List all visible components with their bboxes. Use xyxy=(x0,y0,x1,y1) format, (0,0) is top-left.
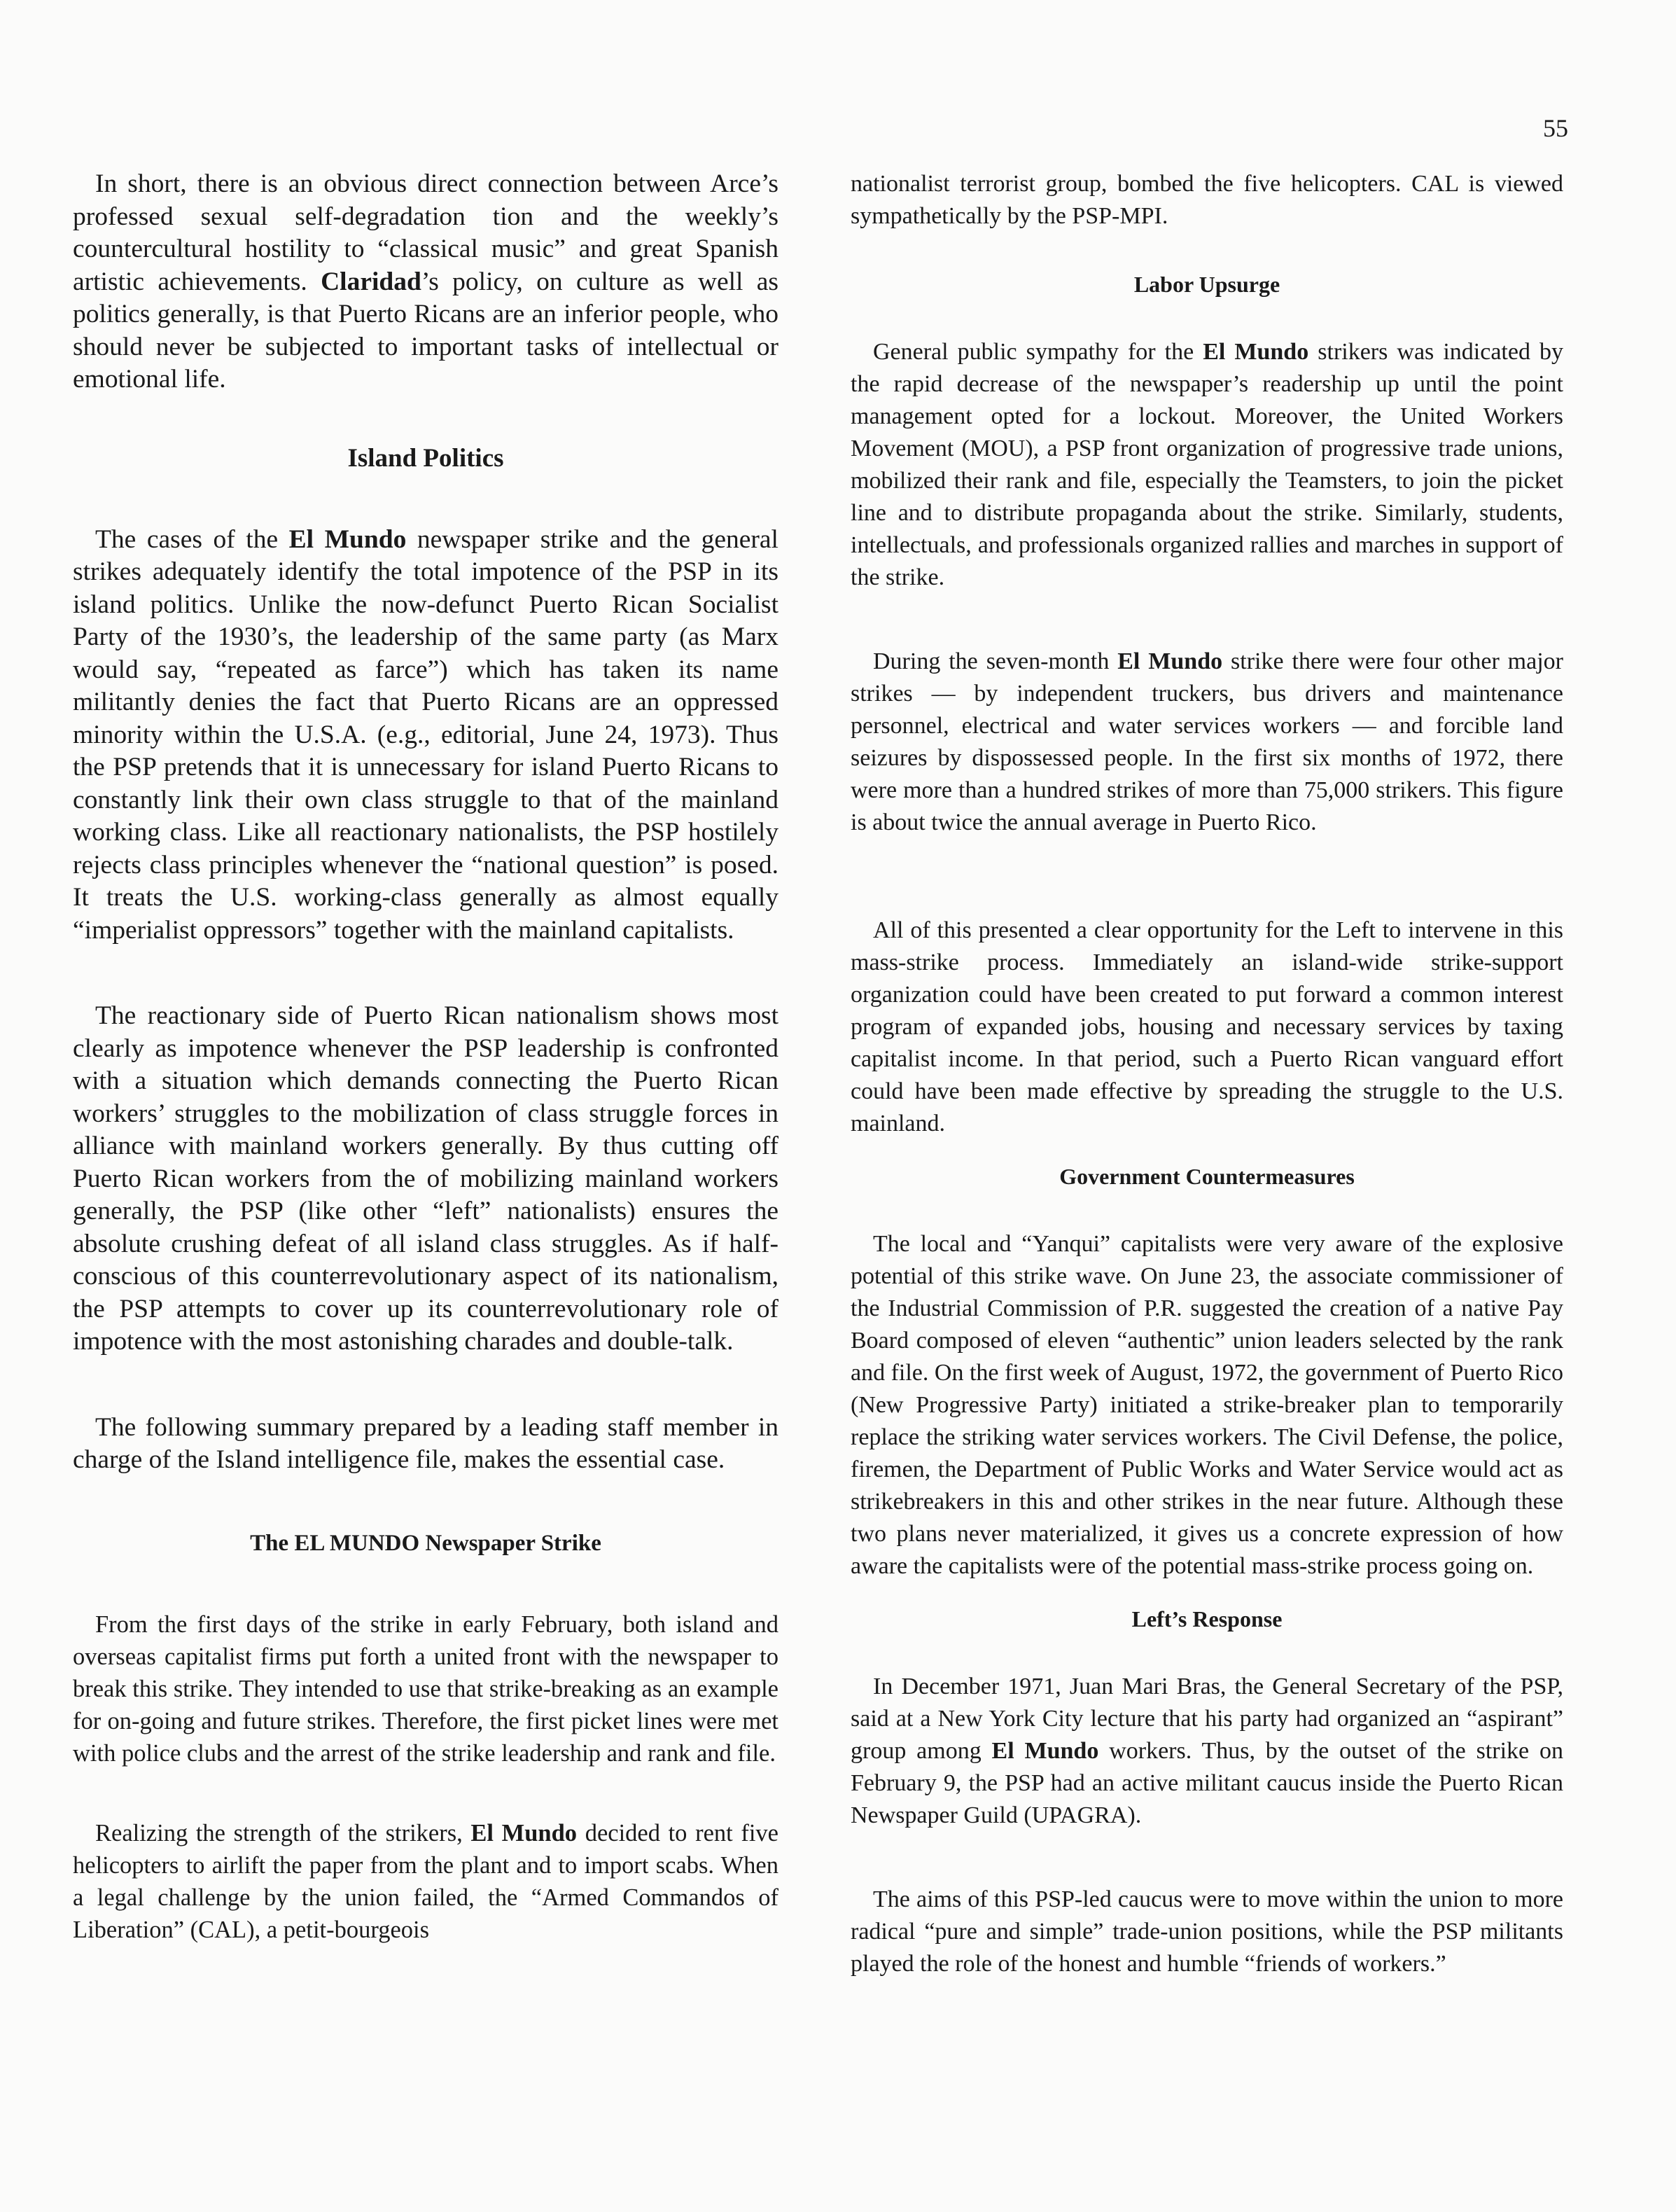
paragraph-text: General public sympathy for the xyxy=(873,339,1203,365)
publication-name: El Mundo xyxy=(1117,648,1223,674)
publication-name: El Mundo xyxy=(470,1819,578,1846)
publication-name: El Mundo xyxy=(288,524,407,554)
paragraph-text: strikers was indicated by the rapid decrease of the newspaper’s readership up until the point management opted for a lockout. Moreover, the United Workers Movement (MOU), a PSP front organization of progressive trade unions, mobilized their rank and file, especially the Teamsters, to join the picket line and to distribute propaganda about the strike. Similarly, students, intellectuals, and professionals organized rallies and marches in support of the strike. xyxy=(851,339,1563,590)
page-number: 55 xyxy=(1543,114,1568,142)
paragraph-helicopters xyxy=(73,1817,778,1946)
publication-name: Claridad xyxy=(321,267,421,296)
paragraph-text: strike there were four other major strikes — by independent truckers, bus drivers and maintenance personnel, electrical and water services workers — and forcible land seizures by dispossessed people. In the first six months of 1972, there were more than a hundred strikes of more than 75,000 strikers. This figure is about twice the annual average in Puerto Rico. xyxy=(851,648,1563,835)
heading-labor-upsurge: Labor Upsurge xyxy=(1133,272,1280,297)
paragraph-caucus-aims: The aims of this PSP-led caucus were to move within the union to more radical “pure and simple” trade-union positions, while the PSP militants played the role of the honest and humble “friends of workers.” xyxy=(851,1886,1563,1977)
paragraph-left-opportunity: All of this presented a clear opportunity for the Left to intervene in this mass-strike process. Immediately an island-wide strike-support organization could have been created to put forward a common interest program of expanded jobs, housing and necessary services by taxing capitalist income. In that period, such a Puerto Rican vanguard effort could have been made effective by spreading the struggle to the U.S. mainland. xyxy=(851,917,1563,1136)
publication-name: El Mundo xyxy=(991,1738,1099,1764)
publication-name: El Mundo xyxy=(1203,339,1309,365)
paragraph-cal-bombing: nationalist terrorist group, bombed the five helicopters. CAL is viewed sympathetically by the PSP-MPI. xyxy=(851,171,1563,229)
paragraph-seven-month-strike xyxy=(851,646,1563,839)
paragraph-first-days: From the first days of the strike in early February, both island and overseas capitalist firms put forth a united front with the newspaper to break this strike. They intended to use that strike-breaking as an example for on-going and future strikes. Therefore, the first picket lines were met with police clubs and the arrest of the strike leadership and rank and file. xyxy=(73,1611,778,1767)
paragraph-text: In short, there is an obvious direct connection between Arce’s professed sexual self-degradation tion and the weekly’s countercultural hostility to “classical music” and great Spanish artistic achievements. xyxy=(73,169,778,296)
paragraph-summary-intro: The following summary prepared by a leading staff member in charge of the Island intelligence file, makes the essential case. xyxy=(73,1412,778,1474)
paragraph-public-sympathy xyxy=(851,336,1563,594)
heading-island-politics: Island Politics xyxy=(347,443,504,473)
paragraph-text: workers. Thus, by the outset of the strike on February 9, the PSP had an active militant caucus inside the Puerto Rican Newspaper Guild (UPAGRA). xyxy=(851,1738,1563,1828)
paragraph-text: ’s policy, on culture as well as politics generally, is that Puerto Ricans are an inferior people, who should never be subjected to important tasks of intellectual or emotional life. xyxy=(73,267,778,394)
paragraph-text: decided to rent five helicopters to airlift the paper from the plant and to import scabs. When a legal challenge by the union failed, the “Armed Commandos of Liberation” (CAL), a petit-bourgeois xyxy=(73,1819,778,1943)
paragraph-text: In December 1971, Juan Mari Bras, the General Secretary of the PSP, said at a New York City lecture that his party had organized an “aspirant” group among xyxy=(851,1674,1563,1764)
paragraph-yanqui-capitalists: The local and “Yanqui” capitalists were very aware of the explosive potential of this strike wave. On June 23, the associate commissioner of the Industrial Commission of P.R. suggested the creation of a native Pay Board composed of eleven “authentic” union leaders selected by the rank and file. On the first week of August, 1972, the government of Puerto Rico (New Progressive Party) initiated a strike-breaker plan to temporarily replace the striking water services workers. The Civil Defense, the police, firemen, the Department of Public Works and Water Service would act as strikebreakers in this and other strikes in the near future. Although these two plans never materialized, it gives us a concrete expression of how aware the capitalists were of the potential mass-strike process going on. xyxy=(851,1231,1563,1579)
paragraph-text: Realizing the strength of the strikers, xyxy=(95,1819,471,1846)
left-column xyxy=(73,168,778,1994)
heading-el-mundo-strike: The EL MUNDO Newspaper Strike xyxy=(250,1530,601,1556)
paragraph-text: newspaper strike and the general strikes adequately identify the total impotence of the PSP in its island politics. Unlike the now-defunct Puerto Rican Socialist Party of the 1930’s, the leadership of the same party (as Marx would say, “repeated as farce”) which has taken its name militantly denies the fact that Puerto Ricans are an oppressed minority within the U.S.A. (e.g., editorial, June 24, 1973). Thus the PSP pretends that it is unnecessary for island Puerto Ricans to constantly link their own class struggle to that of the mainland working class. Like all reactionary nationalists, the PSP hostilely rejects class principles whenever the “national question” is posed. It treats the U.S. working-class generally as almost equally “imperialist oppressors” together with the mainland capitalists. xyxy=(73,524,778,945)
paragraph-text: During the seven-month xyxy=(873,648,1118,674)
paragraph-el-mundo-cases xyxy=(73,524,778,947)
heading-lefts-response: Left’s Response xyxy=(1131,1606,1283,1632)
heading-government-countermeasures: Government Countermeasures xyxy=(1059,1164,1355,1189)
paragraph-text: The cases of the xyxy=(95,524,289,554)
paragraph-juan-mari-bras xyxy=(851,1671,1563,1832)
paragraph-short-connection xyxy=(73,168,778,396)
paragraph-reactionary-side: The reactionary side of Puerto Rican nationalism shows most clearly as impotence whenever the PSP leadership is confronted with a situation which demands connecting the Puerto Rican workers’ struggles to the mobilization of class struggle forces in alliance with mainland workers generally. By thus cutting off Puerto Rican workers from the of mobilizing mainland workers generally, the PSP (like other “left” nationalists) ensures the absolute crushing defeat of all island class struggles. As if half-conscious of this counterrevolutionary aspect of its nationalism, the PSP attempts to cover up its counterrevolutionary role of impotence with the most astonishing charades and double-talk. xyxy=(73,1001,778,1356)
right-column xyxy=(851,168,1563,2032)
